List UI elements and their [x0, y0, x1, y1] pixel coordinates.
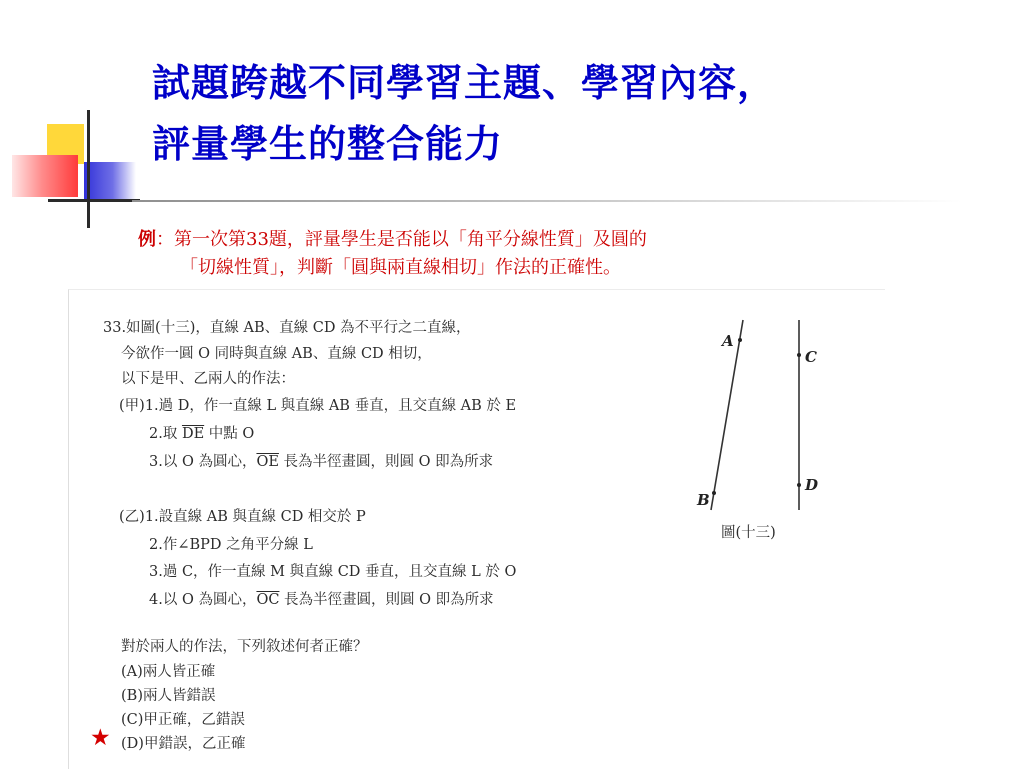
point-b	[712, 491, 716, 495]
deco-blue-bar	[84, 162, 136, 200]
label-c: C	[805, 348, 817, 366]
figure-lines-diagram	[689, 310, 849, 540]
question-stem-3: 以下是甲、乙兩人的作法：	[121, 371, 295, 387]
question-stem-2: 今欲作一圓 O 同時與直線 AB、直線 CD 相切，	[121, 346, 432, 362]
option-a: (A)兩人皆正確	[121, 664, 216, 680]
label-d: D	[805, 476, 819, 494]
method-b-step2: 2.作∠BPD 之角平分線 L	[149, 537, 313, 553]
point-d	[797, 483, 801, 487]
method-a-step3: 3.以 O 為圓心，$\overline{OE}$ 長為半徑畫圓，則圓 O 即為所求	[149, 454, 494, 470]
option-d: (D)甲錯誤，乙正確	[121, 736, 246, 752]
option-b: (B)兩人皆錯誤	[121, 688, 216, 704]
deco-vertical-line	[87, 110, 90, 228]
slide-title	[152, 52, 1012, 174]
deco-red-bar	[12, 155, 78, 197]
option-c: (C)甲正確，乙錯誤	[121, 712, 245, 728]
method-b-step3: 3.過 C，作一直線 M 與直線 CD 垂直，且交直線 L 於 O	[149, 564, 517, 580]
question-prompt: 對於兩人的作法，下列敘述何者正確？	[121, 639, 368, 655]
slide-title-line1: 試題跨越不同學習主題、學習內容，	[152, 60, 777, 105]
figure-caption: 圖(十三)	[721, 525, 776, 541]
title-underline-rule	[132, 200, 962, 202]
point-c	[797, 353, 801, 357]
method-b-step4: 4.以 O 為圓心，$\overline{OC}$ 長為半徑畫圓，則圓 O 即為所求	[149, 592, 494, 608]
label-a: A	[722, 332, 734, 350]
label-b: B	[697, 491, 710, 509]
deco-horizontal-line	[48, 199, 140, 202]
question-stem-1: 33.如圖(十三)，直線 AB、直線 CD 為不平行之二直線，	[103, 320, 471, 336]
slide-title-line2: 評量學生的整合能力	[152, 121, 504, 166]
example-line1: ：第一次第33題，評量學生是否能以「角平分線性質」及圓的	[156, 229, 647, 250]
point-a	[738, 338, 742, 342]
method-b-step1: (乙)1.設直線 AB 與直線 CD 相交於 P	[119, 509, 366, 525]
example-description	[138, 226, 898, 282]
example-label: 例	[138, 229, 156, 250]
method-a-step2: 2.取 $\overline{DE}$ 中點 O	[149, 426, 255, 442]
answer-star-icon: ★	[90, 725, 111, 751]
method-a-step1: (甲)1.過 D，作一直線 L 與直線 AB 垂直，且交直線 AB 於 E	[119, 398, 517, 414]
exam-question-image	[68, 289, 885, 769]
example-line2: 「切線性質」，判斷「圓與兩直線相切」作法的正確性。	[180, 257, 621, 278]
